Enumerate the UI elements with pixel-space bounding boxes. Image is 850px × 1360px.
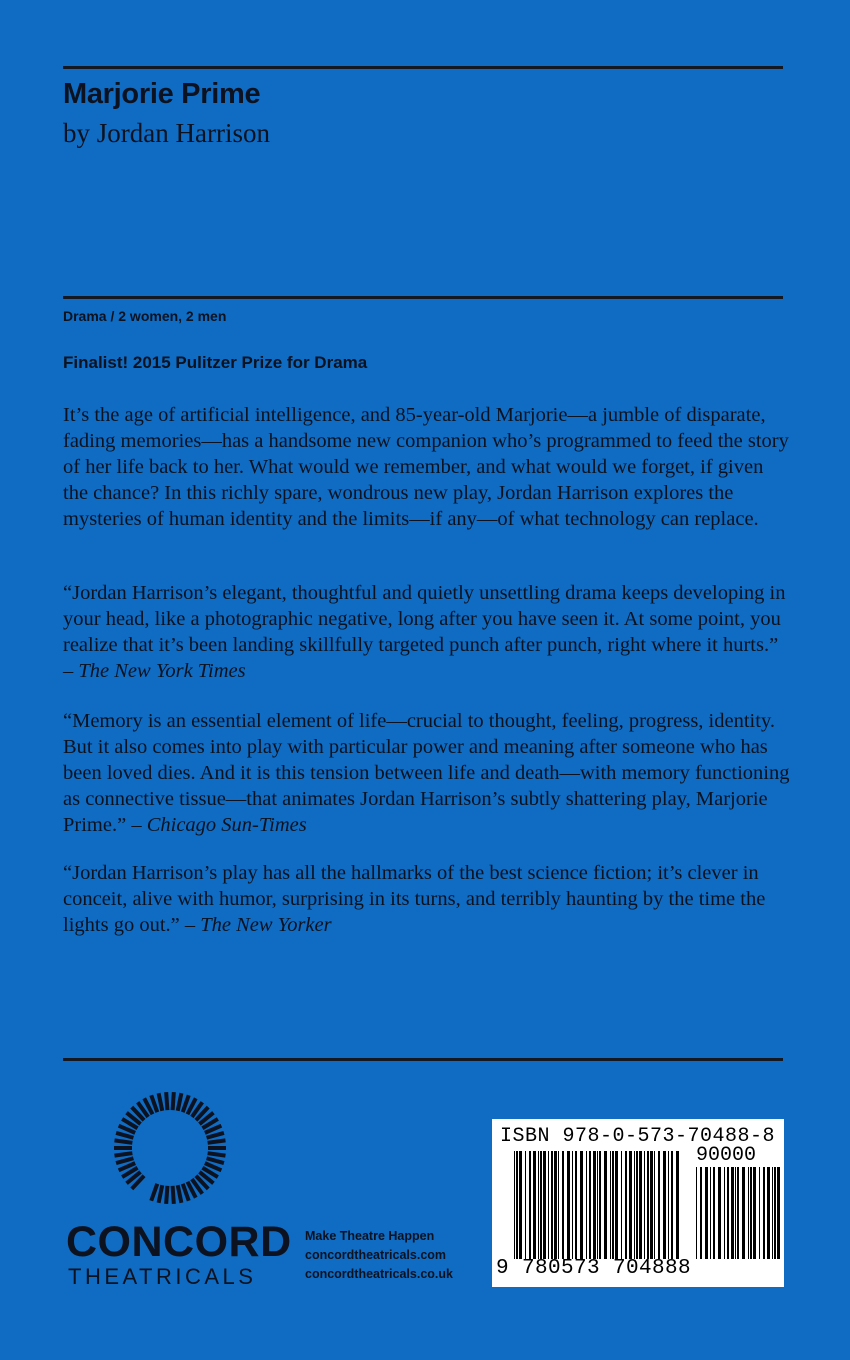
barcode-bar [554,1151,557,1259]
barcode-bar [724,1167,725,1259]
barcode-bar [654,1151,655,1259]
barcode-bar [516,1151,518,1259]
barcode-bar [597,1151,598,1259]
barcode-bar [731,1167,734,1259]
quote-source: The New Yorker [200,914,332,936]
logo-ring-dash [151,1184,157,1201]
barcode-bar [763,1167,765,1259]
barcode-bar [671,1151,673,1259]
barcode-bar [753,1167,756,1259]
publisher-tagline: Make Theatre Happen [305,1229,435,1243]
barcode-digits: 9 780573 704888 [496,1257,692,1280]
barcode-bar [525,1151,526,1259]
barcode-bar [727,1167,729,1259]
logo-ring-dash [207,1158,224,1163]
barcode-bar [634,1151,635,1259]
barcode-bar [519,1151,522,1259]
barcode-bar [748,1167,749,1259]
barcode-bar [615,1151,618,1259]
barcode-bar [713,1167,715,1259]
publisher-url-uk: concordtheatricals.co.uk [305,1267,453,1281]
barcode-bar [647,1151,649,1259]
publisher-name: CONCORD [66,1218,292,1266]
barcode-bar [540,1151,542,1259]
barcode-bar [575,1151,577,1259]
barcode-bar [639,1151,642,1259]
logo-ring-dash [115,1153,133,1155]
barcode-bar [589,1151,591,1259]
barcode-bar [567,1151,570,1259]
barcode-bar [663,1151,666,1259]
barcode-bar [612,1151,614,1259]
review-quote [63,708,793,838]
publisher-url-us: concordtheatricals.com [305,1248,447,1262]
barcode-bar [774,1167,776,1259]
logo-ring-dash [208,1140,226,1142]
bottom-divider [63,1058,783,1061]
book-author: by Jordan Harrison [63,118,270,148]
review-quote [63,860,793,938]
barcode-bar [696,1167,697,1259]
middle-divider [63,296,783,299]
logo-ring-dash [116,1158,133,1163]
barcode-bar [529,1151,531,1259]
barcode-bar [650,1151,653,1259]
barcode-bar [742,1167,745,1259]
barcode-bar [668,1151,669,1259]
publisher-subname: THEATRICALS [68,1264,257,1289]
barcode-bar [586,1151,587,1259]
barcode-bar [514,1151,515,1259]
synopsis: It’s the age of artificial intelligence, and 85-year-old Marjorie—a jumble of disparate, fading memories—has a handsome new companion who’s programmed to feed the story of her life back to her. What would we remember, and what would we forget, if given the chance? In this richly spare, wondrous new play, Jordan Harrison explores the mysteries of human identity and the limits—if any—of what technology can replace. [63,404,789,530]
quote-text: “Jordan Harrison’s elegant, thoughtful and quietly unsettling drama keeps developing in your head, like a photographic negative, long after you have seen it. At some point, you realize that it’s been landing skillfully targeted punch after punch, right where it hurts.” [63,582,786,656]
logo-ring-dash [159,1093,163,1111]
barcode-bar [551,1151,553,1259]
barcode-bar [772,1167,773,1259]
logo-ring-dash [116,1133,133,1138]
quote-dash: – [179,914,201,936]
barcode-bar [543,1151,546,1259]
logo-ring-dash [178,1185,182,1203]
quote-dash: – [63,660,79,682]
barcode-bar [735,1167,736,1259]
barcode-bar [580,1151,583,1259]
quote-text: “Memory is an essential element of life—crucial to thought, feeling, progress, identity. But it also comes into play with particular power and meaning after someone who has been loved dies. And it is this tension between life and death—with memory functioning as connective tissue—that animates Jordan Harrison’s subtly shattering play, Marjorie Prime.” [63,710,790,836]
barcode-bar [676,1151,679,1259]
barcode-bar [658,1151,660,1259]
barcode-bar [558,1151,559,1259]
barcode-bar [621,1151,622,1259]
barcode-bar [533,1151,536,1259]
barcode-bar [593,1151,596,1259]
barcode-bar [705,1167,708,1259]
review-quote [63,580,793,684]
logo-ring-dash [115,1140,133,1142]
quote-source: The New York Times [78,660,246,682]
top-divider [63,66,783,69]
barcode-bar [644,1151,645,1259]
barcode-bar [737,1167,739,1259]
logo-ring-dash [159,1185,163,1203]
concord-ring-logo-icon [112,1090,228,1206]
logo-ring-dash [208,1153,226,1155]
isbn-barcode [492,1119,784,1287]
logo-ring-dash [207,1133,224,1138]
quote-source: Chicago Sun-Times [146,814,307,836]
logo-ring-dash [173,1092,174,1110]
barcode-bar [759,1167,760,1259]
isbn-label: ISBN 978-0-573-70488-8 [500,1125,776,1148]
barcode-bar [718,1167,721,1259]
barcode-bar [625,1151,627,1259]
barcode-bar [548,1151,549,1259]
barcode-bar [710,1167,711,1259]
barcode-bar [750,1167,752,1259]
barcode-bar [767,1167,770,1259]
barcode-bar [636,1151,638,1259]
barcode-bar [562,1151,564,1259]
barcode-bar [629,1151,632,1259]
quote-text: “Jordan Harrison’s play has all the hallmarks of the best science fiction; it’s clever in conceit, alive with humor, surprising in its turns, and terribly haunting by the time the lights go out.” [63,862,766,936]
barcode-bar [700,1167,702,1259]
logo-ring-dash [173,1186,174,1204]
book-title: Marjorie Prime [63,78,261,110]
barcode-bar [572,1151,573,1259]
barcode-bar [604,1151,607,1259]
barcode-bar [538,1151,539,1259]
logo-ring-dash [166,1186,167,1204]
genre-cast-line: Drama / 2 women, 2 men [63,308,227,324]
barcode-bar [610,1151,611,1259]
logo-ring-dash [178,1093,182,1111]
quote-dash: – [126,814,147,836]
price-code: 90000 [696,1144,757,1167]
logo-ring-dash [166,1092,167,1110]
barcode-bar [777,1167,780,1259]
publisher-contact [305,1227,453,1284]
award-line: Finalist! 2015 Pulitzer Prize for Drama [63,353,368,372]
barcode-bar [599,1151,601,1259]
